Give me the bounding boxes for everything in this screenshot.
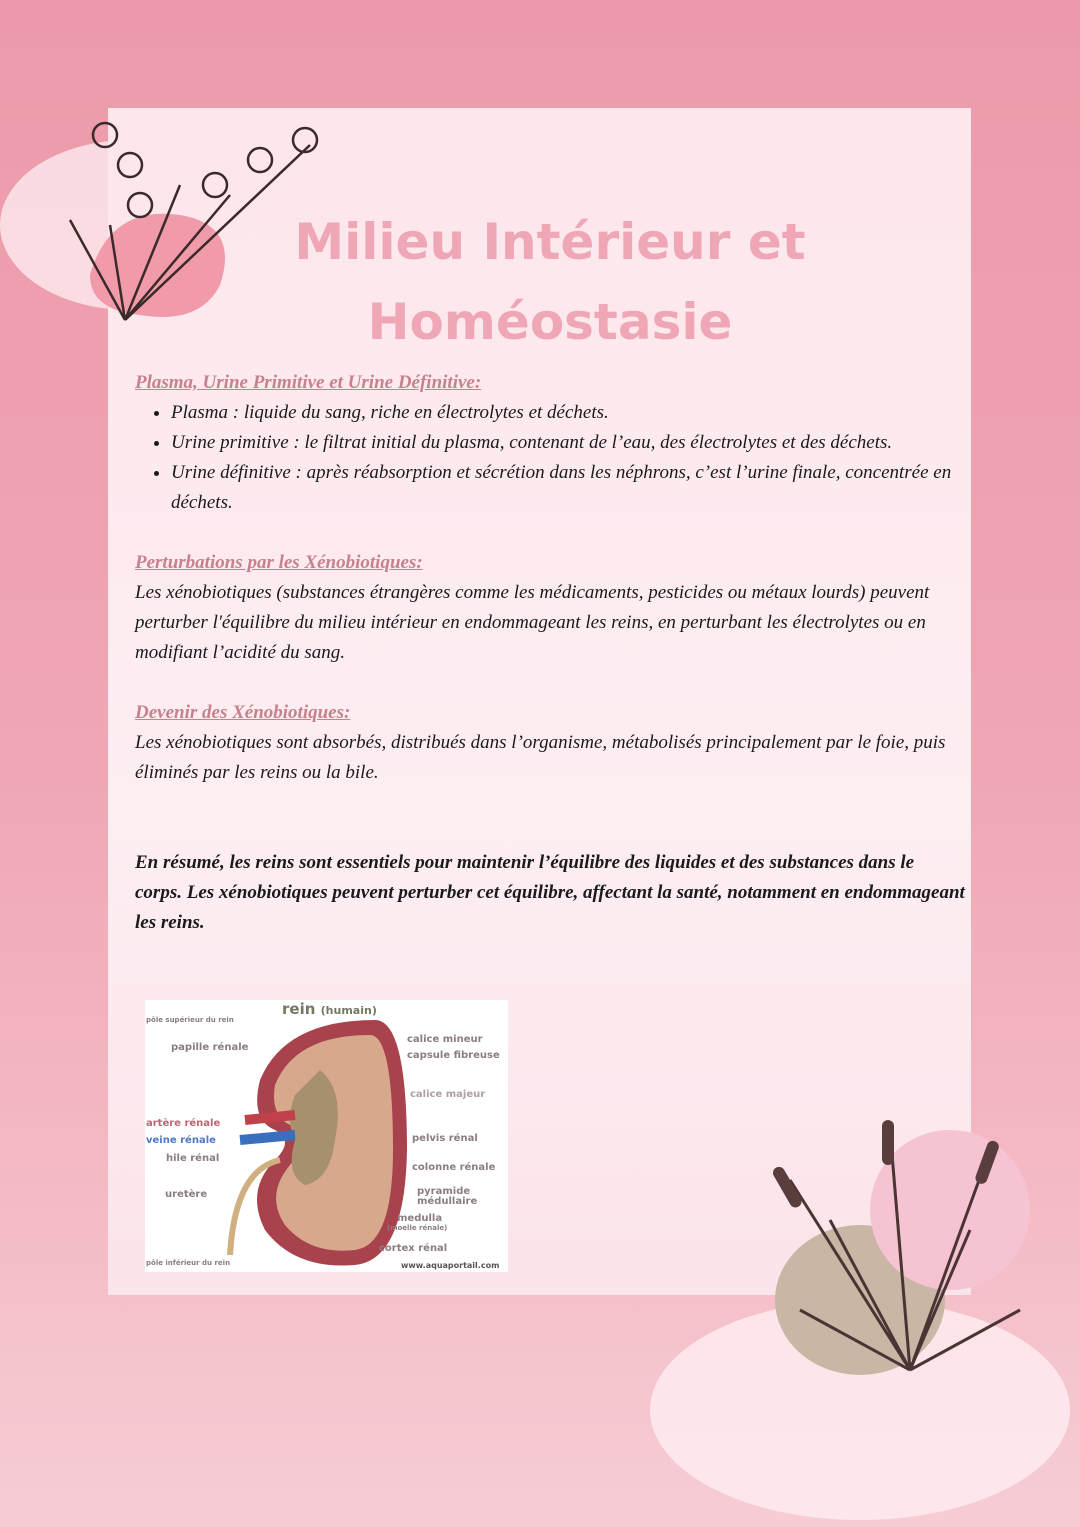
section-heading: Perturbations par les Xénobiotiques:	[135, 552, 423, 573]
page-title	[200, 202, 900, 362]
label: artère rénale	[146, 1118, 221, 1129]
label: pyramide médullaire	[417, 1186, 478, 1207]
label: calice majeur	[410, 1089, 486, 1100]
kidney-figure	[145, 1000, 508, 1272]
summary-text: En résumé, les reins sont essentiels pour maintenir l’équilibre des liquides et des substances dans le corps. Les xénobiotiques peuvent perturber cet équilibre, affectant la santé, notamment en endommageant les reins.	[135, 852, 965, 933]
section-heading: Devenir des Xénobiotiques:	[135, 702, 351, 723]
label: capsule fibreuse	[407, 1050, 500, 1061]
content	[135, 368, 965, 938]
label: pôle inférieur du rein	[146, 1259, 231, 1267]
list-item: • Urine définitive : après réabsorption et sécrétion dans les néphrons, c’est l’urine finale, concentrée en déchets.	[171, 458, 965, 518]
list-item: • Urine primitive : le filtrat initial du plasma, contenant de l’eau, des électrolytes et des déchets.	[171, 428, 965, 458]
section-heading: Plasma, Urine Primitive et Urine Définitive:	[135, 372, 482, 393]
label: medulla	[397, 1213, 443, 1224]
figure-source: www.aquaportail.com	[401, 1261, 500, 1270]
label: cortex rénal	[379, 1243, 448, 1254]
label: pôle supérieur du rein	[146, 1016, 234, 1024]
cattail-illustration-icon	[770, 1110, 1040, 1380]
label: veine rénale	[146, 1135, 216, 1146]
title-line-1: Milieu Intérieur et	[294, 213, 806, 271]
bullet-list	[135, 398, 965, 518]
label: calice mineur	[407, 1034, 483, 1045]
figure-title: rein (humain)	[282, 1000, 377, 1018]
label: papille rénale	[171, 1042, 249, 1053]
section-text: Les xénobiotiques (substances étrangères comme les médicaments, pesticides ou métaux lourds) peuvent perturber l'équilibre du milieu intérieur en endommageant les reins, en perturbant les électrolytes ou en modifiant l’acidité du sang.	[135, 582, 930, 663]
label: pelvis rénal	[412, 1133, 478, 1144]
label: (moelle rénale)	[387, 1224, 448, 1232]
list-item: • Plasma : liquide du sang, riche en électrolytes et déchets.	[171, 398, 965, 428]
section-text: Les xénobiotiques sont absorbés, distribués dans l’organisme, métabolisés principalement par le foie, puis éliminés par les reins ou la bile.	[135, 732, 946, 783]
label: colonne rénale	[412, 1162, 496, 1173]
title-line-2: Homéostasie	[367, 293, 733, 351]
label: hile rénal	[166, 1153, 220, 1164]
label: uretère	[165, 1189, 208, 1200]
